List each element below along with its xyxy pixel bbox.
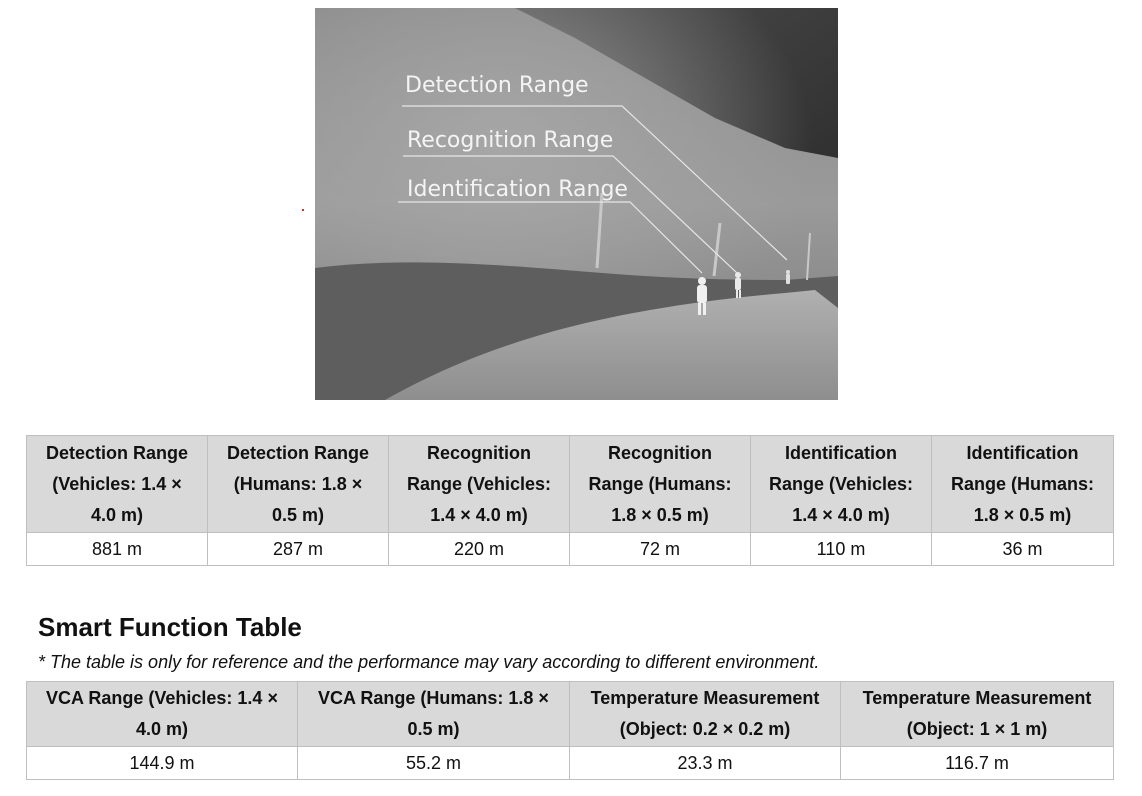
header-line: Range (Vehicles: [406,473,552,494]
header-vca-vehicles [27,682,298,747]
header-line: (Humans: 1.8 × [233,473,363,494]
header-line: (Object: 0.2 × 0.2 m) [619,719,791,739]
value-detection-humans: 287 m [208,533,389,566]
thermal-camera-image [315,8,838,400]
header-line: 4.0 m) [135,719,189,739]
stray-mark [302,209,304,211]
value-recognition-humans: 72 m [570,533,751,566]
table-header-row [27,682,1114,747]
value-temp-large: 116.7 m [841,747,1114,780]
overlay-recognition-label: Recognition Range [407,128,614,153]
header-line: Range (Humans: [588,473,732,494]
header-temp-large [841,682,1114,747]
smart-function-table [26,681,1114,780]
header-line: 4.0 m) [90,504,144,525]
value-temp-small: 23.3 m [570,747,841,780]
header-line: 1.8 × 0.5 m) [973,504,1072,525]
header-line: 1.4 × 4.0 m) [792,504,890,525]
table-row [27,747,1114,780]
value-detection-vehicles: 881 m [27,533,208,566]
thermal-scene [315,8,838,400]
header-line: Detection Range [45,442,189,463]
value-identification-humans: 36 m [932,533,1114,566]
header-identification-humans [932,436,1114,533]
header-identification-vehicles [751,436,932,533]
header-line: (Object: 1 × 1 m) [906,719,1048,739]
table-row [27,533,1114,566]
header-recognition-vehicles [389,436,570,533]
table-header-row [27,436,1114,533]
overlay-identification-label: Identification Range [407,177,628,202]
section-note: * The table is only for reference and the performance may vary according to different environment. [38,652,820,672]
header-line: Identification [785,442,897,463]
header-line: Temperature Measurement [862,688,1092,708]
header-vca-humans [298,682,570,747]
header-detection-vehicles [27,436,208,533]
header-line: 1.8 × 0.5 m) [611,504,709,525]
person-far [786,270,790,284]
header-line: 0.5 m) [271,504,325,525]
value-vca-vehicles: 144.9 m [27,747,298,780]
header-line: Identification [966,442,1079,463]
overlay-detection-label: Detection Range [405,73,589,98]
detection-range-table [26,435,1114,566]
header-line: VCA Range (Humans: 1.8 × [318,688,549,708]
header-detection-humans [208,436,389,533]
header-line: Recognition [608,442,712,463]
header-line: 1.4 × 4.0 m) [430,504,528,525]
section-title: Smart Function Table [38,612,302,642]
header-line: Temperature Measurement [590,688,820,708]
header-line: Range (Humans: [950,473,1094,494]
header-line: VCA Range (Vehicles: 1.4 × [46,688,278,708]
header-line: 0.5 m) [407,719,460,739]
header-temp-small [570,682,841,747]
header-line: (Vehicles: 1.4 × [52,473,182,494]
value-identification-vehicles: 110 m [751,533,932,566]
header-recognition-humans [570,436,751,533]
value-vca-humans: 55.2 m [298,747,570,780]
header-line: Range (Vehicles: [768,473,914,494]
value-recognition-vehicles: 220 m [389,533,570,566]
header-line: Recognition [427,442,531,463]
header-line: Detection Range [226,442,370,463]
